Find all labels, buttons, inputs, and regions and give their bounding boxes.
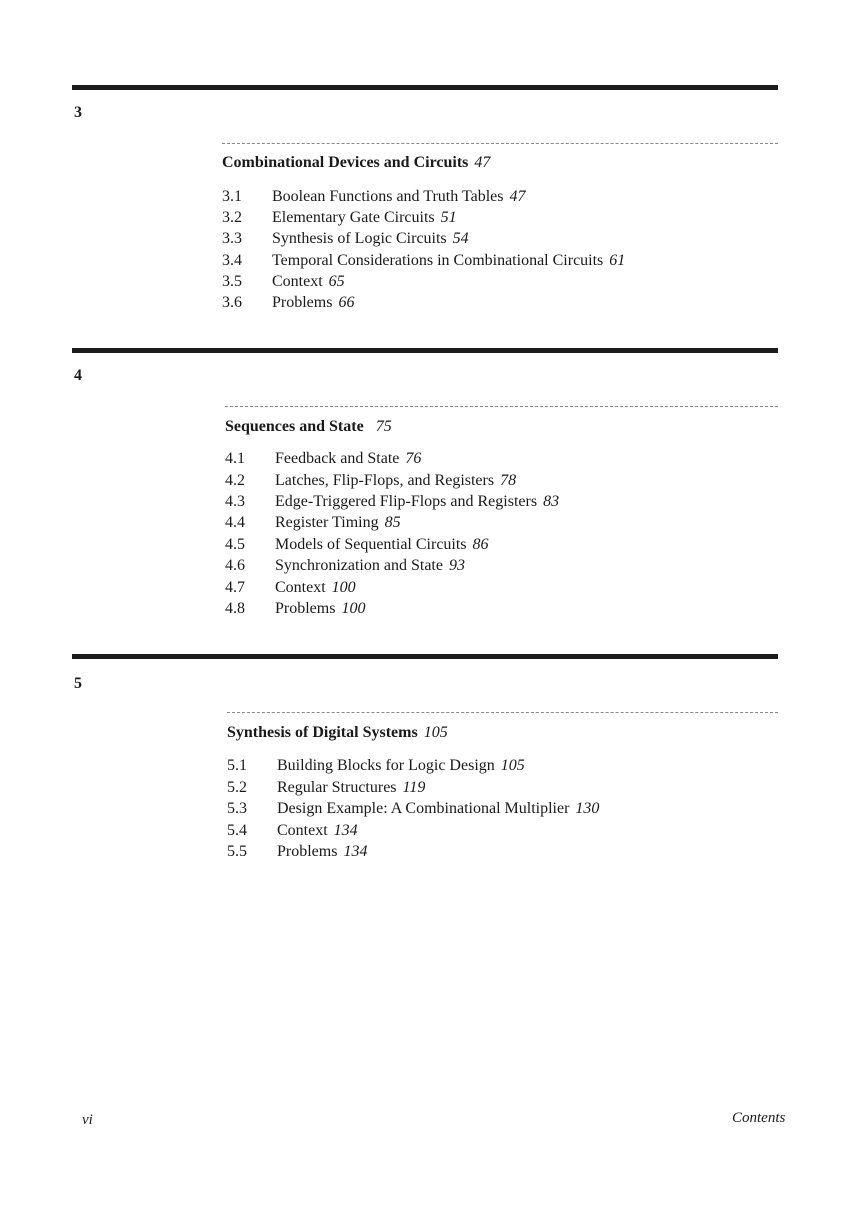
toc-entry[interactable] [222,250,625,271]
chapter-page: 75 [375,418,392,435]
toc-entry[interactable] [227,798,599,819]
section-number: 5.1 [227,757,247,774]
section-page: 76 [405,450,422,467]
section-page: 86 [472,536,489,553]
section-page: 47 [509,188,526,205]
section-title: Edge-Triggered Flip-Flops and Registers [275,493,538,510]
section-title: Regular Structures [277,779,397,796]
section-page: 134 [333,822,358,839]
section-page: 54 [452,230,469,247]
section-title: Latches, Flip-Flops, and Registers [275,472,495,489]
chapter-rule [72,654,778,659]
section-title: Problems [277,843,338,860]
section-title: Synchronization and State [275,557,443,574]
section-number: 4.2 [225,472,245,489]
section-title: Building Blocks for Logic Design [277,757,495,774]
section-title: Context [272,273,323,290]
section-number: 3.4 [222,252,242,269]
toc-entry[interactable] [225,534,489,555]
toc-entry[interactable] [225,598,365,619]
section-number: 5.5 [227,843,247,860]
toc-entry[interactable] [222,186,525,207]
section-title: Synthesis of Logic Circuits [272,230,447,247]
toc-entry[interactable] [225,470,516,491]
chapter-title: Synthesis of Digital Systems [227,724,418,741]
section-page: 119 [402,779,426,796]
section-title: Feedback and State [275,450,400,467]
section-title: Elementary Gate Circuits [272,209,435,226]
chapter-rule [72,85,778,90]
section-number: 4.6 [225,557,245,574]
chapter-title-entry[interactable] [225,418,392,436]
section-title: Problems [272,294,333,311]
section-number: 4.4 [225,514,245,531]
toc-entry[interactable] [227,777,425,798]
section-title: Context [275,579,326,596]
section-number: 3.3 [222,230,242,247]
section-title: Problems [275,600,336,617]
section-page: 93 [448,557,465,574]
chapter-divider [222,143,778,144]
chapter-divider [225,406,778,407]
section-number: 4.7 [225,579,245,596]
section-page: 85 [384,514,401,531]
chapter-title-entry[interactable] [227,724,448,742]
toc-entry[interactable] [222,228,469,249]
toc-entry[interactable] [225,555,465,576]
toc-entry[interactable] [227,820,358,841]
section-page: 130 [575,800,600,817]
section-number: 5.4 [227,822,247,839]
section-page: 134 [343,843,368,860]
chapter-title: Combinational Devices and Circuits [222,154,469,171]
section-number: 3.6 [222,294,242,311]
section-number: 4.1 [225,450,245,467]
chapter-title: Sequences and State [225,418,364,435]
section-page: 100 [331,579,356,596]
section-number: 3.1 [222,188,242,205]
running-footer: Contents [732,1110,786,1126]
section-number: 5.3 [227,800,247,817]
section-number: 4.3 [225,493,245,510]
chapter-title-entry[interactable] [222,154,490,172]
section-title: Models of Sequential Circuits [275,536,467,553]
chapter-number: 5 [74,675,82,692]
section-page: 65 [328,273,345,290]
section-page: 61 [609,252,626,269]
section-page: 100 [341,600,366,617]
section-number: 4.5 [225,536,245,553]
chapter-number: 3 [74,104,82,121]
toc-entry[interactable] [222,292,354,313]
toc-entry[interactable] [225,491,559,512]
toc-entry[interactable] [222,271,345,292]
section-number: 3.5 [222,273,242,290]
section-title: Context [277,822,328,839]
chapter-page: 47 [474,154,491,171]
toc-entry[interactable] [222,207,457,228]
section-title: Design Example: A Combinational Multiplier [277,800,570,817]
section-title: Register Timing [275,514,379,531]
section-page: 83 [543,493,560,510]
page-number: vi [82,1112,93,1128]
section-title: Boolean Functions and Truth Tables [272,188,504,205]
section-number: 5.2 [227,779,247,796]
chapter-page: 105 [423,724,448,741]
chapter-rule [72,348,778,353]
section-page: 105 [500,757,525,774]
toc-entry[interactable] [225,577,356,598]
section-page: 51 [440,209,457,226]
toc-entry[interactable] [227,841,367,862]
section-number: 3.2 [222,209,242,226]
toc-entry[interactable] [227,755,525,776]
section-page: 78 [500,472,517,489]
section-title: Temporal Considerations in Combinational Circuits [272,252,604,269]
section-page: 66 [338,294,355,311]
chapter-number: 4 [74,367,82,384]
section-number: 4.8 [225,600,245,617]
chapter-divider [227,712,778,713]
toc-entry[interactable] [225,448,421,469]
toc-entry[interactable] [225,512,401,533]
